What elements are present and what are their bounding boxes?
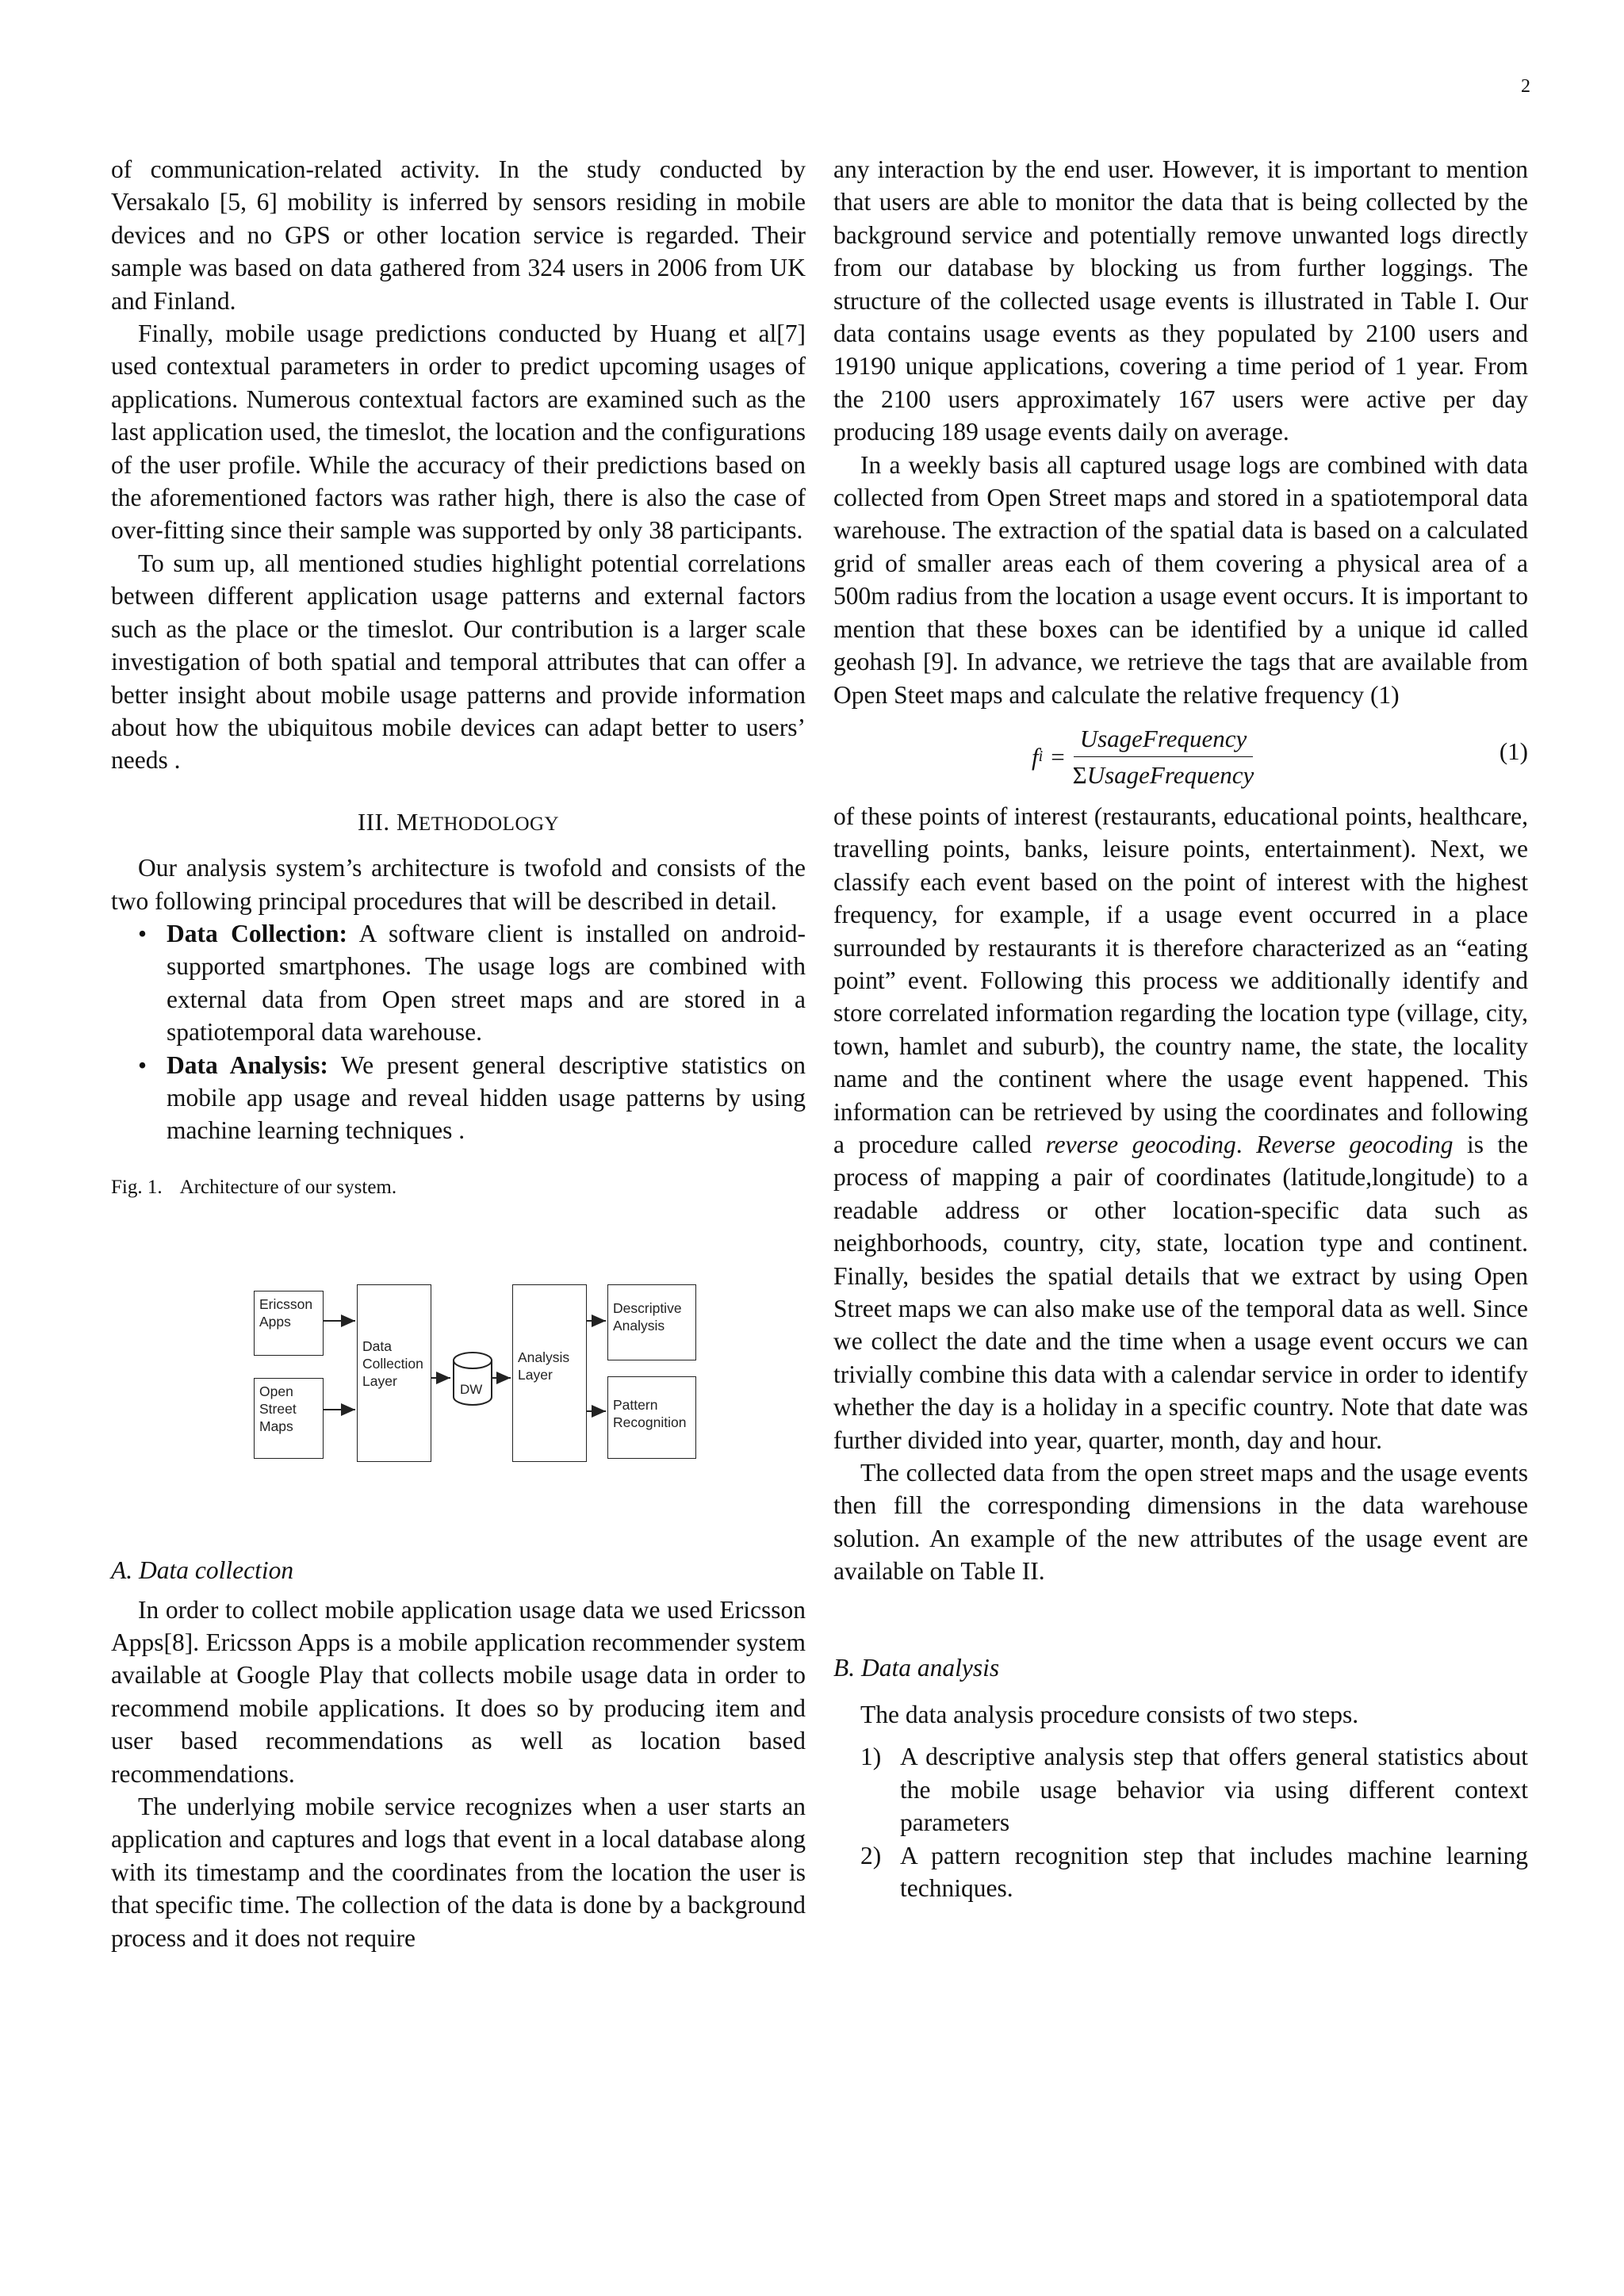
emphasis: Reverse geocoding <box>1256 1130 1454 1158</box>
paragraph: of communication-related activity. In the study conducted by Versakalo [5, 6] mobility is inferred by sensors residing in mobile devices and no GPS or other location service is regarded. Their sample was based on data gathered from 324 users in 2006 from UK and Finland. <box>111 155 806 315</box>
bullet-text: We present general descriptive statistics on mobile app usage and reveal hidden usage patterns by using machine learning techniques . <box>167 1050 806 1145</box>
step-text: A descriptive analysis step that offers general statistics about the mobile usage behavior via using different context parameters <box>900 1743 1528 1837</box>
bullet-text: A software client is installed on android-supported smartphones. The usage logs are combined with external data from Open street maps and are stored in a spatiotemporal data warehouse. <box>167 919 806 1047</box>
paragraph: In order to collect mobile application usage data we used Ericsson Apps[8]. Ericsson Apps is a mobile application recommender system available at Google Play that collects mobile usage data in order to recommend mobile applications. It does so by producing item and user based recommendations as well as location based recommendations. <box>111 1595 806 1788</box>
figure-caption <box>111 1171 806 1203</box>
left-column <box>111 153 806 1954</box>
paragraph: The data analysis procedure consists of two steps. <box>860 1701 1359 1729</box>
equation-number: (1) <box>1499 737 1528 765</box>
equation-expression <box>1032 722 1254 792</box>
paragraph: The underlying mobile service recognizes when a user starts an application and captures and logs that event in a local database along with its timestamp and the coordinates from the location the user is that specific time. The collection of the data is done by a background process and it does not require <box>111 1793 806 1952</box>
equation-denominator-group <box>1073 757 1254 791</box>
section-number: III. <box>357 807 390 836</box>
subsection-heading: A. Data collection <box>111 1556 294 1585</box>
subsection-heading: B. Data analysis <box>833 1653 1000 1682</box>
paragraph: In a weekly basis all captured usage logs are combined with data collected from Open Street maps and stored in a spatiotemporal data warehouse. The extraction of the spatial data is based on a calculated grid of smaller areas each of them covering a physical area of a 500m radius from the location a usage event occurs. It is important to mention that these boxes can be identified by a unique id called geohash [9]. In advance, we retrieve the tags that are available from Open Steet maps and calculate the relative frequency (1) <box>833 450 1528 709</box>
paragraph: Our analysis system’s architecture is twofold and consists of the two following principal procedures that will be described in detail. <box>111 854 806 915</box>
section-title-initial: M <box>396 807 419 836</box>
descriptive-analysis-box: Descriptive Analysis <box>607 1284 696 1360</box>
right-column <box>833 153 1528 1905</box>
figure-caption-text: Architecture of our system. <box>179 1176 397 1198</box>
equation <box>833 716 1528 792</box>
list-item <box>111 1049 806 1147</box>
bullet-term: Data Analysis: <box>167 1050 328 1079</box>
equation-numerator: UsageFrequency <box>1074 722 1254 757</box>
ericsson-apps-box: Ericsson Apps <box>254 1291 324 1356</box>
step-number: 2) <box>860 1841 882 1869</box>
equation-lhs: f <box>1032 743 1039 771</box>
sigma-symbol: Σ <box>1072 761 1087 790</box>
architecture-diagram <box>254 1284 698 1490</box>
equation-denominator: UsageFrequency <box>1086 761 1254 790</box>
paragraph: Finally, mobile usage predictions conducted by Huang et al[7] used contextual parameters in order to predict upcoming usages of applications. Numerous contextual factors are examined such as the last application used, the timeslot, the location and the configurations of the user profile. While the accuracy of their predictions based on the aforementioned factors was rather high, there is also the case of over-fitting since their sample was supported by only 38 participants. <box>111 320 806 545</box>
step-number: 1) <box>860 1743 882 1771</box>
open-street-maps-box: Open Street Maps <box>254 1378 324 1459</box>
list-item <box>833 1740 1528 1839</box>
data-collection-layer-box: Data Collection Layer <box>357 1284 431 1462</box>
bullet-list <box>111 917 806 1147</box>
step-text: A pattern recognition step that includes machine learning techniques. <box>900 1841 1528 1903</box>
equation-fraction <box>1073 722 1254 792</box>
paragraph: To sum up, all mentioned studies highlight potential correlations between different application usage patterns and external factors such as the place or the timeslot. Our contribution is a larger scale investigation of both spatial and temporal attributes that can offer a better insight about mobile usage patterns and provide information about how the ubiquitous mobile devices can adapt better to users’ needs . <box>111 549 806 775</box>
pattern-recognition-box: Pattern Recognition <box>607 1376 696 1459</box>
section-title-rest: ETHODOLOGY <box>418 813 560 835</box>
dw-label: DW <box>460 1382 483 1398</box>
figure-label: Fig. 1. <box>111 1176 163 1198</box>
equation-equals: = <box>1051 743 1065 771</box>
paragraph: any interaction by the end user. However, it is important to mention that users are able to monitor the data that is being collected by the background service and potentially remove unwanted logs directly from our database by blocking us from further loggings. The structure of the collected usage events is illustrated in Table I. Our data contains usage events as they populated by 2100 users and 19190 unique applications, covering a time period of 1 year. From the 2100 users approximately 167 users were active per day producing 189 usage events daily on average. <box>833 155 1528 446</box>
bullet-term: Data Collection: <box>167 919 348 947</box>
list-item <box>833 1839 1528 1905</box>
numbered-list <box>833 1740 1528 1904</box>
list-item <box>111 917 806 1049</box>
page-number: 2 <box>1521 76 1530 97</box>
equation-subscript: i <box>1038 748 1044 766</box>
paragraph: of these points of interest (restaurants, educational points, healthcare, travelling points, banks, leisure points, entertainment). Next, we classify each event based on the point of interest with the highest frequency, for example, if a usage event occurred in a place surrounded by restaurants it is therefore characterized as an “eating point” event. Following this process we additionally identify and store correlated information regarding the location type (village, city, town, hamlet and suburb), the country name, the state, the locality name and the continent where the usage event happened. This information can be retrieved by using the coordinates and following a procedure called reverse geocoding. Reverse geocoding is the process of mapping a pair of coordinates (latitude,longitude) to a readable address or other location-specific data such as neighborhoods, country, city, state, location type and continent. Finally, besides the spatial details that we extract by using Open Street maps we can also make use of the temporal data as well. Since we collect the date and the time when a usage event occurs we can trivially combine this data with a calendar service in order to identify whether the day is a holiday in a specific country. Note that date was further divided into year, quarter, month, day and hour. <box>833 802 1529 1454</box>
paragraph: The collected data from the open street maps and the usage events then fill the corresponding dimensions in the data warehouse solution. An example of the new attributes of the usage event are available on Table II. <box>833 1459 1528 1586</box>
section-heading <box>111 806 806 840</box>
emphasis: reverse geocoding <box>1045 1130 1236 1158</box>
analysis-layer-box: Analysis Layer <box>512 1284 587 1462</box>
